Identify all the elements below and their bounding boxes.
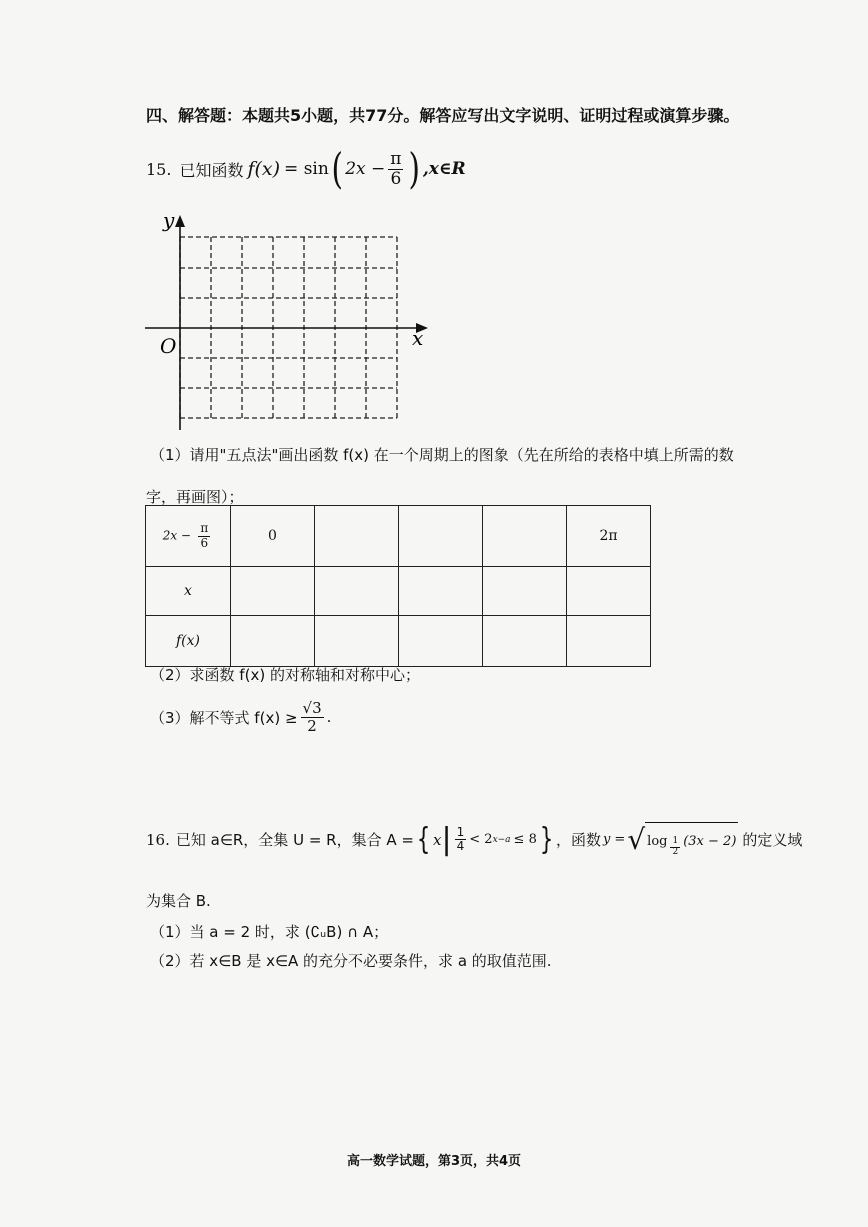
q16-set-end: ≤ 8 [513, 832, 537, 848]
phase-label-frac [198, 522, 210, 549]
q16-part1: （1）当 a = 2 时，求 (∁ᵤB) ∩ A； [150, 923, 389, 941]
table-row [146, 567, 651, 616]
q16-brace-close: } [539, 822, 554, 858]
table-row-label-fx: f(x) [146, 616, 231, 667]
q16-set-var: x [433, 830, 442, 849]
q15-arg: 2x − [345, 159, 386, 179]
q15-intro: 已知函数 [179, 160, 244, 180]
q15-part3-den: 2 [307, 716, 317, 735]
table-row-label-x: x [146, 567, 231, 616]
q15-part1-line1: （1）请用"五点法"画出函数 f(x) 在一个周期上的图象（先在所给的表格中填上所需的数 [150, 446, 734, 464]
q15-paren-close: ) [408, 144, 421, 193]
q16-brace-open: { [416, 822, 431, 858]
q16-set-frac-num: 1 [456, 825, 465, 840]
q15-six: 6 [390, 168, 402, 189]
table-cell[interactable] [315, 567, 399, 616]
q16-log: log [647, 833, 668, 849]
table-row [146, 616, 651, 667]
y-axis-arrow-icon [175, 215, 185, 227]
table-cell[interactable] [567, 567, 651, 616]
q16-log-base-frac [670, 837, 680, 858]
q15-part3-frac [301, 700, 324, 734]
q15-pi-over-6 [388, 150, 403, 188]
q16-set-bar: | [441, 822, 452, 858]
table-cell[interactable] [483, 506, 567, 567]
q16-set-frac [455, 826, 467, 853]
page-footer: 高一数学试题，第3页，共4页 [346, 1154, 522, 1169]
table-cell[interactable] [231, 567, 315, 616]
table-cell[interactable] [399, 506, 483, 567]
table-cell[interactable] [231, 616, 315, 667]
table-row [146, 506, 651, 567]
q16-line1-c: 的定义域 [742, 831, 803, 850]
q15-func: f(x) [247, 158, 281, 180]
origin-label: O [160, 334, 177, 358]
q15-part3 [150, 700, 331, 734]
q16-radicand [645, 822, 738, 858]
q16-set-exp: x−a [492, 834, 511, 845]
q15-part3-num: √3 [302, 699, 322, 717]
q15-pi: π [390, 148, 402, 169]
q15-part3-text: （3）解不等式 f(x) ≥ [150, 708, 298, 727]
phase-label-pi: π [200, 521, 209, 536]
q16-log-base-num: 1 [672, 836, 679, 846]
table-cell[interactable] [399, 567, 483, 616]
table-cell[interactable]: 2π [567, 506, 651, 567]
q15-part2: （2）求函数 f(x) 的对称轴和对称中心； [150, 666, 420, 684]
q15-statement [146, 144, 466, 193]
q16-log-arg: (3x − 2) [683, 833, 737, 849]
table-cell[interactable] [483, 616, 567, 667]
q16-y-eq: y = [602, 832, 626, 848]
q16-statement [146, 822, 802, 858]
q16-set-frac-den: 4 [456, 839, 465, 854]
q16-part2: （2）若 x∈B 是 x∈A 的充分不必要条件，求 a 的取值范围. [150, 952, 552, 970]
q16-set-ineq: < 2 [469, 832, 493, 848]
y-axis-label: y [163, 208, 175, 232]
q15-paren-open: ( [331, 144, 343, 193]
table-cell[interactable] [315, 616, 399, 667]
section-title: 四、解答题：本题共5小题，共77分。解答应写出文字说明、证明过程或演算步骤。 [146, 106, 740, 125]
table-cell[interactable]: 0 [231, 506, 315, 567]
q15-part1-line2: 字，再画图）； [146, 488, 244, 506]
table-cell[interactable] [399, 616, 483, 667]
q15-part3-end: . [326, 708, 332, 726]
q15-number: 15. [146, 159, 172, 179]
coordinate-grid [140, 205, 440, 435]
five-point-table [145, 505, 651, 667]
q16-line1-a: 已知 a∈R，全集 U = R，集合 A = [175, 831, 414, 850]
q16-number: 16. [146, 830, 170, 849]
table-cell[interactable] [483, 567, 567, 616]
table-cell[interactable] [567, 616, 651, 667]
q16-line1-b: ，函数 [555, 831, 601, 850]
q15-domain: ,x∈R [422, 159, 466, 179]
q16-line2: 为集合 B. [146, 892, 211, 910]
q16-log-base-den: 2 [672, 846, 679, 857]
phase-label-six: 6 [200, 535, 209, 550]
q16-sqrt-sign: √ [627, 823, 646, 857]
phase-label-text: 2x − [162, 529, 191, 543]
table-row-label-phase [146, 506, 231, 567]
table-cell[interactable] [315, 506, 399, 567]
q15-eq: = sin [284, 159, 329, 179]
x-axis-label: x [412, 326, 424, 350]
